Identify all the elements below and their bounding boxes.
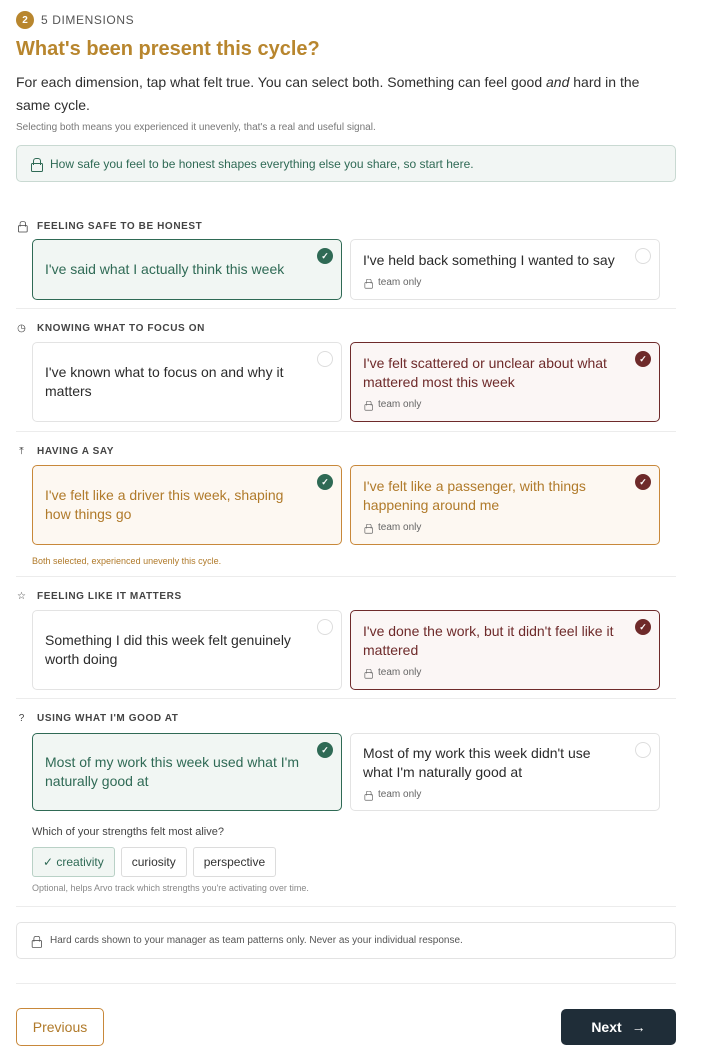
card-hard-say[interactable]: I've felt like a passenger, with things happening around me team only ✓ (350, 465, 660, 545)
arrow-right-icon: → (631, 1019, 646, 1035)
card-good-matters[interactable]: Something I did this week felt genuinely worth doing (32, 610, 342, 690)
lock-icon (365, 790, 372, 798)
lock-icon (31, 158, 41, 170)
honesty-banner (16, 145, 676, 182)
section-title: KNOWING WHAT TO FOCUS ON (37, 323, 205, 334)
question-icon: ? (18, 713, 25, 724)
card-hard-good-at[interactable]: Most of my work this week didn't use what I'm naturally good at team only (350, 733, 660, 811)
previous-button[interactable]: Previous (16, 1008, 104, 1046)
both-selected-note: Both selected, experienced unevenly this cycle. (32, 556, 222, 566)
divider (16, 431, 676, 432)
card-good-focus[interactable]: I've known what to focus on and why it matters (32, 342, 342, 422)
intro-text: For each dimension, tap what felt true. You can select both. Something can feel good and hard in the same cycle. (16, 74, 640, 113)
section-title: FEELING LIKE IT MATTERS (37, 591, 182, 602)
chip-perspective[interactable]: perspective (193, 847, 276, 877)
step-indicator (16, 11, 134, 29)
card-hard-safe[interactable]: I've held back something I wanted to say team only (350, 239, 660, 300)
section-header-safe (16, 220, 202, 232)
clock-icon: ◷ (17, 323, 26, 334)
lock-icon (365, 668, 372, 676)
step-number: 2 (16, 11, 34, 29)
radio-icon (635, 248, 651, 264)
divider (16, 983, 676, 984)
check-icon: ✓ (317, 248, 333, 264)
lock-icon (365, 400, 372, 408)
check-icon: ✓ (635, 474, 651, 490)
card-good-safe[interactable]: I've said what I actually think this week ✓ (32, 239, 342, 300)
star-icon: ☆ (17, 591, 26, 602)
card-hard-matters[interactable]: I've done the work, but it didn't feel like it mattered team only ✓ (350, 610, 660, 690)
section-header-focus (16, 323, 205, 334)
card-good-say[interactable]: I've felt like a driver this week, shaping how things go ✓ (32, 465, 342, 545)
check-icon: ✓ (635, 351, 651, 367)
strengths-question: Which of your strengths felt most alive? (32, 826, 224, 838)
divider (16, 576, 676, 577)
step-label: 5 DIMENSIONS (41, 13, 135, 27)
banner-text: How safe you feel to be honest shapes everything else you share, so start here. (50, 156, 474, 171)
upload-icon: ⤒ (19, 446, 24, 457)
card-good-good-at[interactable]: Most of my work this week used what I'm naturally good at ✓ (32, 733, 342, 811)
lock-icon (365, 278, 372, 286)
privacy-note: Hard cards shown to your manager as team patterns only. Never as your individual response. (16, 922, 676, 959)
section-header-good-at (16, 713, 179, 724)
next-label: Next (591, 1019, 622, 1035)
check-icon: ✓ (635, 619, 651, 635)
card-hard-focus[interactable]: I've felt scattered or unclear about what mattered most this week team only ✓ (350, 342, 660, 422)
section-title: FEELING SAFE TO BE HONEST (37, 220, 203, 232)
strength-chips (32, 847, 276, 877)
strengths-note: Optional, helps Arvo track which strengths you're activating over time. (32, 883, 309, 893)
lock-icon (18, 221, 26, 231)
radio-icon (317, 619, 333, 635)
selection-hint: Selecting both means you experienced it unevenly, that's a real and useful signal. (16, 122, 376, 133)
lock-icon (32, 935, 41, 945)
next-button[interactable] (561, 1009, 676, 1045)
section-title: HAVING A SAY (37, 446, 115, 457)
lock-icon (365, 523, 372, 531)
check-icon: ✓ (317, 742, 333, 758)
chip-curiosity[interactable]: curiosity (121, 847, 187, 877)
section-header-matters (16, 591, 182, 602)
divider (16, 698, 676, 699)
check-icon: ✓ (317, 474, 333, 490)
radio-icon (635, 742, 651, 758)
page-title: What's been present this cycle? (16, 38, 320, 60)
section-header-say (16, 446, 114, 457)
divider (16, 308, 676, 309)
divider (16, 906, 676, 907)
chip-creativity[interactable]: ✓ creativity (32, 847, 115, 877)
section-title: USING WHAT I'M GOOD AT (37, 713, 179, 724)
radio-icon (317, 351, 333, 367)
